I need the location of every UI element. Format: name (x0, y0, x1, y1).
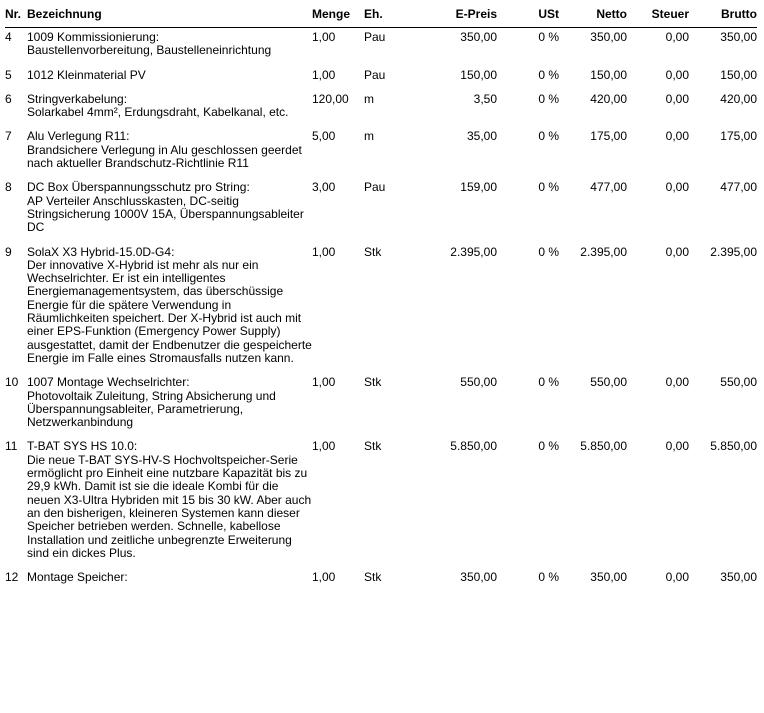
cell-brutto: 175,00 (720, 129, 757, 144)
cell-epreis: 550,00 (460, 375, 497, 390)
cell-eh: m (364, 129, 374, 144)
item-description: Solarkabel 4mm², Erdungsdraht, Kabelkanal, etc. (27, 105, 289, 120)
cell-nr: 4 (5, 30, 12, 44)
cell-ust: 0 % (538, 439, 559, 454)
cell-ust: 0 % (538, 180, 559, 195)
header-eh: Eh. (364, 8, 414, 28)
header-brutto: Brutto (689, 8, 757, 28)
cell-steuer: 0,00 (665, 439, 689, 454)
cell-menge: 1,00 (312, 375, 336, 390)
cell-brutto: 5.850,00 (710, 439, 757, 454)
cell-ust: 0 % (538, 129, 559, 144)
cell-bezeichnung (27, 435, 312, 566)
header-bezeichnung: Bezeichnung (27, 8, 312, 28)
cell-steuer: 0,00 (665, 30, 689, 44)
cell-bezeichnung (27, 371, 312, 435)
cell-epreis: 350,00 (460, 30, 497, 44)
cell-steuer: 0,00 (665, 244, 689, 259)
cell-menge: 1,00 (312, 67, 336, 82)
cell-netto: 350,00 (590, 30, 627, 44)
cell-bezeichnung (27, 28, 312, 64)
cell-bezeichnung (27, 566, 312, 590)
cell-steuer: 0,00 (665, 129, 689, 144)
header-netto: Netto (559, 8, 627, 28)
item-title: T-BAT SYS HS 10.0: (27, 439, 138, 454)
cell-eh: Pau (364, 180, 386, 195)
item-description: Brandsichere Verlegung in Alu geschlossen geerdet nach aktueller Brandschutz-Richtlinie R11 (27, 142, 302, 171)
header-ust: USt (497, 8, 559, 28)
header-steuer: Steuer (627, 8, 689, 28)
cell-steuer: 0,00 (665, 375, 689, 390)
cell-epreis: 350,00 (460, 570, 497, 585)
cell-nr: 12 (5, 570, 19, 585)
cell-eh: Stk (364, 375, 382, 390)
cell-epreis: 3,50 (473, 91, 497, 106)
item-description: Baustellenvorbereitung, Baustelleneinrichtung (27, 43, 272, 58)
cell-menge: 120,00 (312, 91, 349, 106)
cell-brutto: 350,00 (720, 30, 757, 44)
header-epreis: E-Preis (414, 8, 497, 28)
header-menge: Menge (312, 8, 364, 28)
cell-nr: 5 (5, 67, 12, 82)
cell-eh: m (364, 91, 374, 106)
cell-eh: Stk (364, 570, 382, 585)
line-items-table (5, 8, 757, 590)
table-row (5, 371, 757, 435)
cell-netto: 550,00 (590, 375, 627, 390)
table-row (5, 125, 757, 176)
item-title: 1012 Kleinmaterial PV (27, 67, 146, 82)
cell-bezeichnung (27, 125, 312, 176)
cell-epreis: 5.850,00 (450, 439, 497, 454)
cell-menge: 1,00 (312, 244, 336, 259)
table-row (5, 241, 757, 372)
cell-eh: Pau (364, 30, 386, 44)
cell-netto: 420,00 (590, 91, 627, 106)
table-header-row (5, 8, 757, 28)
cell-eh: Stk (364, 244, 382, 259)
cell-netto: 477,00 (590, 180, 627, 195)
cell-ust: 0 % (538, 91, 559, 106)
item-title: SolaX X3 Hybrid-15.0D-G4: (27, 244, 175, 259)
item-title: Stringverkabelung: (27, 91, 128, 106)
cell-brutto: 2.395,00 (710, 244, 757, 259)
cell-ust: 0 % (538, 570, 559, 585)
cell-menge: 5,00 (312, 129, 336, 144)
cell-nr: 6 (5, 91, 12, 106)
cell-epreis: 150,00 (460, 67, 497, 82)
cell-brutto: 150,00 (720, 67, 757, 82)
cell-eh: Pau (364, 67, 386, 82)
item-description: AP Verteiler Anschlusskasten, DC-seitig Stringsicherung 1000V 15A, Überspannungsableiter DC (27, 193, 304, 235)
cell-epreis: 35,00 (466, 129, 497, 144)
cell-ust: 0 % (538, 67, 559, 82)
item-title: 1009 Kommissionierung: (27, 30, 160, 44)
cell-steuer: 0,00 (665, 67, 689, 82)
cell-nr: 8 (5, 180, 12, 195)
cell-menge: 3,00 (312, 180, 336, 195)
table-body (5, 28, 757, 591)
cell-bezeichnung (27, 241, 312, 372)
cell-brutto: 350,00 (720, 570, 757, 585)
item-description: Die neue T-BAT SYS-HV-S Hochvoltspeicher-Serie ermöglicht pro Einheit eine nutzbare Kapazität bis zu 29,9 kWh. Damit ist sie die ideale Kombi für die neuen X3-Ultra Hybriden mit 15 bis 30 kW. Aber auch an den bisherigen, kleineren Systemen kann dieser Speicher betrieben werden. Schnelle, kabellose Installation und zeitliche unbegrenzte Erweiterung sind ein dickes Plus. (27, 452, 312, 560)
cell-nr: 7 (5, 129, 12, 144)
item-title: 1007 Montage Wechselrichter: (27, 375, 190, 390)
cell-brutto: 477,00 (720, 180, 757, 195)
cell-ust: 0 % (538, 30, 559, 44)
table-row (5, 435, 757, 566)
item-description: Photovoltaik Zuleitung, String Absicherung und Überspannungsableiter, Parametrierung, Netzwerkanbindung (27, 388, 276, 430)
cell-netto: 5.850,00 (580, 439, 627, 454)
cell-epreis: 159,00 (460, 180, 497, 195)
cell-epreis: 2.395,00 (450, 244, 497, 259)
table-row (5, 64, 757, 88)
cell-steuer: 0,00 (665, 570, 689, 585)
item-title: DC Box Überspannungsschutz pro String: (27, 180, 250, 195)
cell-menge: 1,00 (312, 30, 336, 44)
item-description: Der innovative X-Hybrid ist mehr als nur ein Wechselrichter. Er ist ein intelligentes Energiemanagementsystem, das überschüssige Energie für die spätere Verwendung in Räumlichkeiten speichert. Der X-Hybrid ist auch mit einer EPS-Funktion (Emergency Power Supply) ausgestattet, damit der Endbenutzer die gespeicherte Energie im Falle eines Stromausfalls nutzen kann. (27, 257, 312, 365)
cell-bezeichnung (27, 64, 312, 88)
cell-menge: 1,00 (312, 570, 336, 585)
header-nr: Nr. (5, 8, 27, 28)
cell-netto: 2.395,00 (580, 244, 627, 259)
table-row (5, 28, 757, 64)
cell-nr: 10 (5, 375, 19, 390)
cell-steuer: 0,00 (665, 91, 689, 106)
cell-eh: Stk (364, 439, 382, 454)
cell-netto: 175,00 (590, 129, 627, 144)
cell-bezeichnung (27, 176, 312, 240)
cell-bezeichnung (27, 88, 312, 126)
cell-ust: 0 % (538, 244, 559, 259)
cell-ust: 0 % (538, 375, 559, 390)
cell-brutto: 420,00 (720, 91, 757, 106)
item-title: Montage Speicher: (27, 570, 128, 585)
table-row (5, 176, 757, 240)
cell-netto: 150,00 (590, 67, 627, 82)
cell-menge: 1,00 (312, 439, 336, 454)
cell-nr: 11 (5, 439, 18, 454)
cell-brutto: 550,00 (720, 375, 757, 390)
cell-nr: 9 (5, 244, 12, 259)
table-row (5, 88, 757, 126)
cell-steuer: 0,00 (665, 180, 689, 195)
item-title: Alu Verlegung R11: (27, 129, 130, 144)
cell-netto: 350,00 (590, 570, 627, 585)
table-row (5, 566, 757, 590)
